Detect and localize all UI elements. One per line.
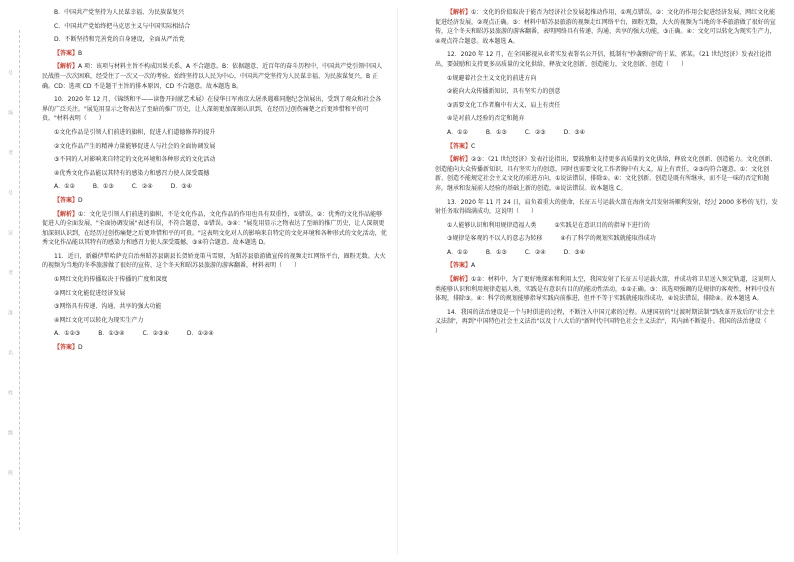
answer-line — [42, 343, 387, 353]
line-text: D．不断坚持和完善党的自身建设，全面从严治党 — [54, 36, 185, 44]
explanation-paragraph — [42, 210, 387, 248]
option-line — [435, 87, 780, 97]
analysis-tag: 【解析】 — [447, 9, 472, 16]
line-text: ③需要文化工作者胸中有大义，肩上有责任 — [447, 101, 561, 109]
answer-tag: 【答案】 — [54, 344, 79, 352]
column-divider — [397, 8, 398, 554]
option-line — [42, 182, 387, 192]
option-line — [435, 74, 780, 84]
explanation-paragraph — [435, 8, 780, 46]
line-text: ②能向大众传播新知识，具有坚实力的创意 — [447, 88, 561, 96]
option-line — [435, 128, 780, 138]
option-line — [42, 128, 387, 138]
analysis-tag: 【解析】 — [447, 276, 472, 284]
answer-line — [42, 49, 387, 59]
gutter-label: 号 — [7, 70, 13, 75]
gutter-label: 证 — [7, 230, 13, 235]
line-text: ②网红文化能促进经济发展 — [54, 289, 126, 297]
analysis-tag: 【解析】 — [54, 63, 79, 71]
line-text: ①规避着社会主义文化的前进方向 — [447, 74, 537, 82]
gutter-label: 场 — [7, 110, 13, 115]
option-line — [42, 289, 387, 299]
line-text: A．①② B．①③ C．②③ D．③④ — [447, 128, 586, 136]
line-text: ①网红文化的传播取决于传播的广度和深度 — [54, 276, 168, 284]
line-text: ①：文化是引领人们前进的旗帜，不是文化作品，文化作品的作用也具有双重性，①错误。②：优秀的文化作品能够促进人的全面发展，"全面协调发展"表述有误，不符合题意，②错误。③④："展览用显示之物表达了至暗的推广历史，让人深刻更加深刻认识到，在经历过创伤痛楚之后更珍惜和平的可贵。"这表明文化对人的影响来自特定的文化环境和各种形式的文化活动，优秀文化作品能以其特有的感染力和感召力使人深受震撼，③④符合题意。故本题选 D。 — [42, 210, 387, 247]
line-text: ③网络具有传递、沟通、共享的强大功能 — [54, 303, 162, 311]
explanation-paragraph — [435, 155, 780, 193]
line-text: ②③：《21 世纪经济》发表社论指出，要鼓励和支持更多高质量的文化供给，释放文化创新、创造能力。文化创新、创造能向大众传播新知识，具有坚实力的创意，同时也需要文化工作者胸中有大义，肩上有责任，②③均符合题意。①：文化创新、创造不能规定社会主义文化的前进方向，①说法错误，排除①。④：文化创新、创造是既有所继承，而不是一味的否定和抛弃，继承和发展前人经验的基础上新的创造，④说法错误。故本题选 C。 — [435, 156, 777, 192]
gutter-label: 考 — [7, 150, 13, 155]
option-line — [435, 234, 780, 244]
question-stem — [435, 50, 780, 69]
option-line — [435, 221, 780, 231]
question-stem — [42, 95, 387, 124]
line-text: 14．我国的法治建设是一个与时俱进的过程，不断注入中国元素的过程。从建国初的"过渡时期法制"到改革开放后的"社会主义法制"，再到"中国特色社会主义法治"以及十八大后的"新时代中国特色社会主义法治"，其内涵不断提升。我国的法治建设（ ） — [435, 308, 779, 336]
line-text: ①文化作品是引领人们前进的旗帜，促进人们道德修养的提升 — [54, 128, 216, 136]
line-text: A．①② B．①③ C．②④ D．③④ — [447, 248, 586, 256]
option-line — [42, 22, 387, 32]
option-line — [42, 329, 387, 339]
line-text: ④是对前人经验的否定和抛弃 — [447, 115, 525, 123]
line-text: ②文化作品产生的精神力量能够促进人与社会的全面协调发展 — [54, 142, 216, 150]
line-text: D — [78, 196, 83, 204]
option-line — [435, 114, 780, 124]
option-line — [435, 248, 780, 258]
line-text: B — [78, 49, 83, 57]
line-text: 11．近日，新疆伊犁哈萨克自治州昭苏县副县长贺娇龙策马雪原，为昭苏县旅游做宣传的视频走红网络平台，圈粉无数。大火的视频为当地的冬季旅游做了很好的宣传，这个冬天和昭苏县旅游的游客翻番，材料表明（ ） — [42, 252, 386, 270]
option-line — [42, 155, 387, 165]
line-text: ④优秀文化作品能以其特有的感染力和感召力使人深受震撼 — [54, 169, 210, 177]
option-line — [42, 8, 387, 18]
line-text: 10．2020 年 12 月，《锦绣和平——读鲁开封献艺术展》在侵华日军南京大屠杀遇难同胞纪念馆展出，受到了观众和社会各界的广泛关注。"展览用显示之物表达了至暗的推广历史，让人深刻更加深刻认识到，在经历过创伤痛楚之后更珍惜和平的可贵。"材料表明（ ） — [42, 96, 382, 123]
option-line — [435, 101, 780, 111]
option-line — [42, 316, 387, 326]
line-text: ①②：材料中，为了更好地探索和利用太空，我国发射了长征五号运载火箭，并成功将卫星送入预定轨道，这说明人类能够认识和利用规律造福人类，实践是有意识有目的的能动性活动，①②正确。③：该选项强调的是规律的客观性，材料中没有体现，排除③。④：科学的规划能够指导实践向前推进，但并不等于实践就能取得成功，④说法错误，排除④。故本题选 A。 — [435, 276, 776, 303]
gutter-label: 考 — [7, 270, 13, 275]
option-line — [42, 35, 387, 45]
right-column — [435, 8, 780, 341]
question-stem — [435, 198, 780, 217]
line-text: B．中国共产党坚持为人民谋幸福、为民族谋复兴 — [54, 9, 185, 16]
line-text: C — [471, 142, 476, 150]
answer-tag: 【答案】 — [447, 262, 472, 270]
line-text: A．①②③ B．①③④ C．②③④ D．①②④ — [54, 330, 214, 338]
explanation-paragraph — [42, 62, 387, 91]
answer-tag: 【答案】 — [54, 49, 79, 57]
explanation-paragraph — [435, 275, 780, 304]
option-line — [42, 169, 387, 179]
gutter-label: 班 — [7, 470, 13, 475]
answer-tag: 【答案】 — [54, 196, 79, 204]
binding-gutter — [4, 30, 26, 530]
question-stem — [42, 252, 387, 271]
line-text: D — [78, 344, 83, 352]
answer-line — [435, 261, 780, 271]
gutter-label: 名 — [7, 350, 13, 355]
answer-line — [42, 196, 387, 206]
line-text: ③规律是客观的不以人的意志为转移 ④有了科学的规划实践就能取得成功 — [447, 235, 656, 243]
left-column — [42, 8, 387, 357]
gutter-label: 级 — [7, 430, 13, 435]
line-text: ①：文化的价值取决于能否为经济社会发展起推动作用，①观点错误。②：文化的作用会促进经济发展，网红文化能促进经济发展，②观点正确。③：材料中昭苏县旅游的视频走红网络平台，圈粉无数，大火的视频为当地的冬季旅游做了很好的宣传，这个冬天和昭苏县旅游的游客翻番，表明网络具有传递、沟通、共享的强大功能，③正确。④：文化可以转化为现实生产力，④观点符合题意。故本题选 A。 — [435, 9, 776, 45]
analysis-tag: 【解析】 — [447, 156, 472, 164]
option-line — [42, 302, 387, 312]
line-text: ③不同的人对影响来自特定的文化环境和各种形式的文化活动 — [54, 156, 216, 164]
line-text: A 项：该项与材料主旨不构成因果关系，A 不合题意。B：依据题意，近百年的奋斗历程中，中国共产党引领中国人民战胜一次次困难，经受住了一次又一次的考验。始终坚持以人民为中心，中国共产党坚持为人民谋幸福、为民族谋复兴，B 正确。CD：选项 CD 不是题干主旨的排本原因，CD 不合题意。故本题选 B。 — [42, 63, 383, 90]
answer-line — [435, 142, 780, 152]
gutter-label: 准 — [7, 310, 13, 315]
analysis-tag: 【解析】 — [54, 210, 79, 218]
line-text: C．中国共产党始终把马克思主义与中国实际相结合 — [54, 22, 191, 30]
option-line — [42, 142, 387, 152]
binding-line — [19, 30, 20, 530]
line-text: 13．2020 年 11 月 24 日，肩负着重大的使命，长征五号运载火箭在海南文昌发射场顺利发射，经过 2000 多秒的飞行，发射任务取得圆满成功，这说明（ ） — [435, 198, 778, 216]
line-text: ①人能够认识和利用规律造福人类 ②实践是在意识目的的指导下进行的 — [447, 221, 650, 229]
answer-tag: 【答案】 — [447, 142, 472, 150]
line-text: 12．2020 年 12 月，在全国影视从业者实发表署名公开信，抵制有"抄袭剽窃"的于某、郭某。《21 世纪经济》发表社论指出，要鼓励和支持更多高质量的文化供给，释放文化创新、创造能力，文化创新、创造（ ） — [435, 51, 772, 68]
gutter-label: 姓 — [7, 390, 13, 395]
option-line — [42, 275, 387, 285]
line-text: ④网红文化可以转化为现实生产力 — [54, 316, 144, 324]
gutter-label: 号 — [7, 190, 13, 195]
question-stem — [435, 308, 780, 337]
line-text: A．①② B．①③ C．②④ D．③④ — [54, 183, 193, 191]
line-text: A — [471, 262, 476, 270]
